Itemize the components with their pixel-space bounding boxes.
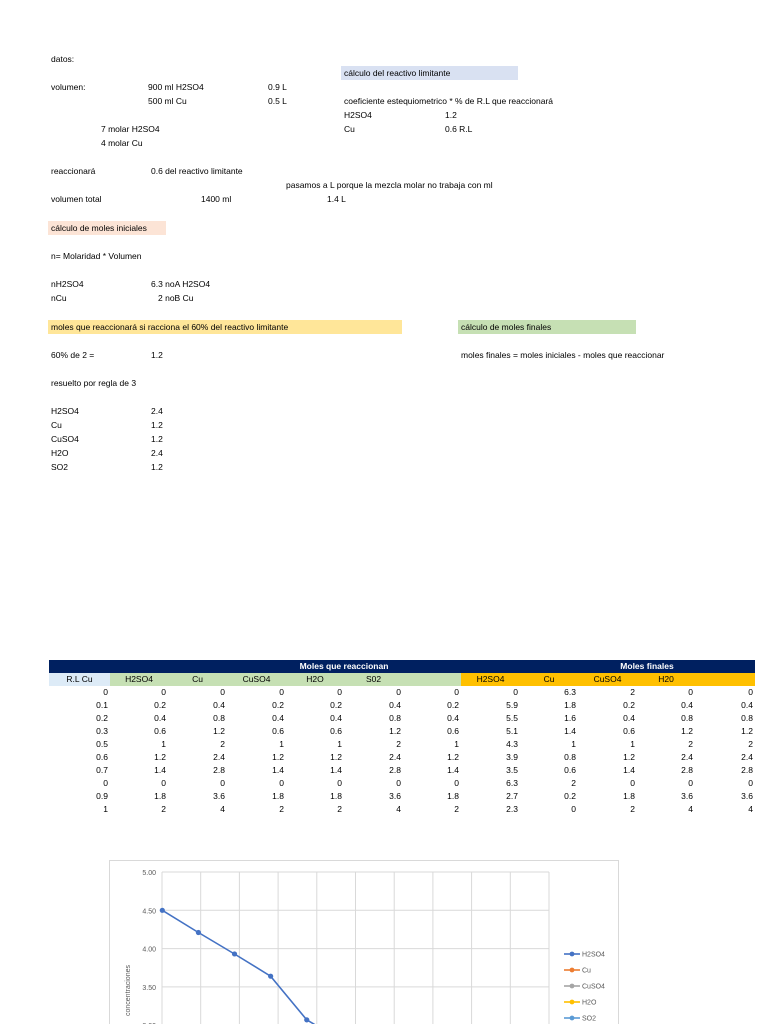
- legend-marker-so2: [570, 1016, 575, 1021]
- legend-label: CuSO4: [582, 983, 605, 991]
- y-tick-label: 4.50: [142, 908, 156, 916]
- data-point-h2so4: [268, 974, 273, 979]
- table-cell: 0: [748, 687, 753, 697]
- header-moles-reaccionan: Moles que reaccionan: [49, 660, 461, 673]
- y-tick-label: 3.50: [142, 984, 156, 992]
- table-cell: 0.8: [213, 713, 225, 723]
- table-cell: 2: [279, 804, 284, 814]
- table-cell: 5.1: [506, 726, 518, 736]
- table-cell: 5.9: [506, 700, 518, 710]
- table-cell: 0.6: [272, 726, 284, 736]
- table-cell: 2.8: [213, 765, 225, 775]
- table-cell: 0.2: [330, 700, 342, 710]
- table-cell: 0.6: [623, 726, 635, 736]
- table-row: [49, 686, 755, 699]
- table-subheader: H2SO4: [461, 673, 520, 686]
- list-item-name: Cu: [51, 420, 62, 430]
- legend-label: H2SO4: [582, 951, 605, 959]
- list-item-val: 1.2: [151, 434, 163, 444]
- legend-label: H2O: [582, 999, 597, 1007]
- table-cell: 0.8: [564, 752, 576, 762]
- table-cell: 1: [630, 739, 635, 749]
- table-cell: 1.4: [564, 726, 576, 736]
- table-subheader: CuSO4: [227, 673, 286, 686]
- coef-cu-val: 0.6 R.L: [445, 124, 473, 134]
- table-cell: 1: [571, 739, 576, 749]
- table-row: [49, 738, 755, 751]
- coef-cu-label: Cu: [344, 124, 355, 134]
- table-cell: 0: [688, 687, 693, 697]
- table-cell: 0.6: [330, 726, 342, 736]
- table-row: [49, 699, 755, 712]
- table-subheader: Cu: [520, 673, 578, 686]
- calc-moles-finales-title: cálculo de moles finales: [461, 322, 552, 332]
- table-cell: 2.4: [741, 752, 753, 762]
- table-cell: 4: [396, 804, 401, 814]
- table-cell: 0: [161, 687, 166, 697]
- table-cell: 2.4: [213, 752, 225, 762]
- table-cell: 2.8: [681, 765, 693, 775]
- y-tick-label: 4.00: [142, 946, 156, 954]
- table-cell: 0.4: [330, 713, 342, 723]
- moles-finales-formula: moles finales = moles iniciales - moles que reaccionar: [461, 350, 665, 360]
- table-cell: 0: [454, 778, 459, 788]
- moles-line-chart: [109, 860, 619, 1024]
- pasamos-text: pasamos a L porque la mezcla molar no trabaja con ml: [286, 180, 493, 190]
- table-cell: 1.8: [330, 791, 342, 801]
- table-cell: 2: [571, 778, 576, 788]
- table-cell: 1.2: [330, 752, 342, 762]
- vol-cu-l: 0.5 L: [268, 96, 287, 106]
- table-cell: 0.6: [96, 752, 108, 762]
- ncu-val: 2 noB Cu: [158, 293, 194, 303]
- table-cell: 0.8: [389, 713, 401, 723]
- table-cell: 1.4: [447, 765, 459, 775]
- table-cell: 1.2: [389, 726, 401, 736]
- table-cell: 4: [748, 804, 753, 814]
- table-cell: 2: [454, 804, 459, 814]
- table-cell: 1.2: [447, 752, 459, 762]
- table-cell: 0: [103, 687, 108, 697]
- table-subheader: H2SO4: [110, 673, 168, 686]
- table-cell: 1.2: [741, 726, 753, 736]
- table-row: [49, 725, 755, 738]
- table-cell: 1.6: [564, 713, 576, 723]
- table-subheader: S02: [344, 673, 403, 686]
- table-row: [49, 712, 755, 725]
- table-cell: 0.4: [681, 700, 693, 710]
- table-cell: 0.6: [154, 726, 166, 736]
- table-cell: 1: [279, 739, 284, 749]
- table-cell: 3.6: [389, 791, 401, 801]
- vol-cu: 500 ml Cu: [148, 96, 187, 106]
- table-cell: 2: [748, 739, 753, 749]
- table-cell: 2: [220, 739, 225, 749]
- reaccionara-label: reaccionará: [51, 166, 96, 176]
- coef-h2so4-label: H2SO4: [344, 110, 372, 120]
- table-cell: 0: [688, 778, 693, 788]
- table-subheader: [695, 673, 755, 686]
- legend-marker-h2o: [570, 1000, 575, 1005]
- table-cell: 2: [396, 739, 401, 749]
- reaccionara-val: 0.6 del reactivo limitante: [151, 166, 243, 176]
- coef-h2so4-val: 1.2: [445, 110, 457, 120]
- table-cell: 0.8: [681, 713, 693, 723]
- table-cell: 4.3: [506, 739, 518, 749]
- table-subheader: CuSO4: [578, 673, 637, 686]
- table-subheader: Cu: [168, 673, 227, 686]
- table-cell: 1.2: [154, 752, 166, 762]
- table-subheader: [403, 673, 461, 686]
- list-item-val: 2.4: [151, 406, 163, 416]
- table-cell: 4: [220, 804, 225, 814]
- table-cell: 0.4: [272, 713, 284, 723]
- data-point-h2so4: [160, 908, 165, 913]
- table-cell: 1.8: [623, 791, 635, 801]
- table-cell: 0: [220, 778, 225, 788]
- table-cell: 0: [279, 687, 284, 697]
- table-cell: 0: [103, 778, 108, 788]
- table-cell: 0.5: [96, 739, 108, 749]
- table-cell: 2.7: [506, 791, 518, 801]
- vol-h2so4: 900 ml H2SO4: [148, 82, 204, 92]
- sesenta-label: 60% de 2 =: [51, 350, 95, 360]
- header-moles-finales: Moles finales: [461, 660, 755, 673]
- table-cell: 5.5: [506, 713, 518, 723]
- table-cell: 0.6: [564, 765, 576, 775]
- table-cell: 1.2: [681, 726, 693, 736]
- y-tick-label: 5.00: [142, 870, 156, 877]
- legend-marker-cu: [570, 968, 575, 973]
- table-cell: 0: [220, 687, 225, 697]
- table-cell: 0.8: [741, 713, 753, 723]
- data-point-h2so4: [196, 930, 201, 935]
- table-cell: 0.4: [447, 713, 459, 723]
- table-cell: 2.4: [681, 752, 693, 762]
- list-item-name: H2O: [51, 448, 69, 458]
- table-cell: 2.3: [506, 804, 518, 814]
- table-cell: 0.9: [96, 791, 108, 801]
- table-cell: 3.5: [506, 765, 518, 775]
- y-axis-label: concentraciones: [125, 965, 132, 1016]
- table-cell: 0: [571, 804, 576, 814]
- legend-marker-cuso4: [570, 984, 575, 989]
- vol-h2so4-l: 0.9 L: [268, 82, 287, 92]
- table-cell: 0: [630, 778, 635, 788]
- table-cell: 0: [337, 778, 342, 788]
- table-cell: 0: [748, 778, 753, 788]
- legend-label: Cu: [582, 967, 591, 975]
- table-cell: 0: [454, 687, 459, 697]
- moles-table: [49, 660, 755, 816]
- list-item-val: 2.4: [151, 448, 163, 458]
- table-cell: 1.2: [213, 726, 225, 736]
- nh2so4-label: nH2SO4: [51, 279, 84, 289]
- table-cell: 6.3: [506, 778, 518, 788]
- data-point-h2so4: [232, 951, 237, 956]
- table-row: [49, 777, 755, 790]
- table-cell: 1.4: [623, 765, 635, 775]
- table-cell: 1.8: [154, 791, 166, 801]
- table-cell: 0: [396, 778, 401, 788]
- table-cell: 4: [688, 804, 693, 814]
- table-cell: 0.2: [564, 791, 576, 801]
- table-cell: 2: [630, 687, 635, 697]
- table-row: [49, 803, 755, 816]
- table-cell: 0.4: [213, 700, 225, 710]
- table-cell: 2.8: [741, 765, 753, 775]
- table-row: [49, 764, 755, 777]
- volumen-total-l: 1.4 L: [327, 194, 346, 204]
- table-cell: 3.6: [213, 791, 225, 801]
- table-cell: 0.4: [623, 713, 635, 723]
- table-cell: 0: [161, 778, 166, 788]
- table-cell: 1: [454, 739, 459, 749]
- table-subheader: H2O: [286, 673, 344, 686]
- table-cell: 1.8: [272, 791, 284, 801]
- table-cell: 0.7: [96, 765, 108, 775]
- volumen-total-ml: 1400 ml: [201, 194, 232, 204]
- table-cell: 1.8: [564, 700, 576, 710]
- volumen-label: volumen:: [51, 82, 86, 92]
- table-cell: 2: [337, 804, 342, 814]
- table-subheader: R.L Cu: [49, 673, 110, 686]
- calc-moles-iniciales-title: cálculo de moles iniciales: [51, 223, 147, 233]
- table-cell: 0.3: [96, 726, 108, 736]
- datos-label: datos:: [51, 54, 75, 64]
- table-cell: 1.2: [623, 752, 635, 762]
- table-cell: 0.2: [96, 713, 108, 723]
- molar-cu: 4 molar Cu: [101, 138, 143, 148]
- table-cell: 0: [279, 778, 284, 788]
- table-cell: 1.8: [447, 791, 459, 801]
- data-point-h2so4: [304, 1017, 309, 1022]
- regla3-text: resuelto por regla de 3: [51, 378, 137, 388]
- sesenta-val: 1.2: [151, 350, 163, 360]
- formula-text: n= Molaridad * Volumen: [51, 251, 142, 261]
- table-cell: 1.2: [272, 752, 284, 762]
- table-cell: 1.4: [154, 765, 166, 775]
- calc-reactivo-title: cálculo del reactivo limitante: [344, 68, 451, 78]
- ncu-label: nCu: [51, 293, 67, 303]
- coeficiente-text: coeficiente estequiometrico * % de R.L que reaccionará: [344, 96, 553, 106]
- list-item-val: 1.2: [151, 462, 163, 472]
- table-cell: 1: [337, 739, 342, 749]
- table-cell: 0.2: [447, 700, 459, 710]
- list-item-val: 1.2: [151, 420, 163, 430]
- table-row: [49, 790, 755, 803]
- volumen-total-label: volumen total: [51, 194, 102, 204]
- table-cell: 3.6: [741, 791, 753, 801]
- table-cell: 2: [161, 804, 166, 814]
- table-cell: 1.4: [330, 765, 342, 775]
- table-cell: 2.4: [389, 752, 401, 762]
- table-cell: 0: [337, 687, 342, 697]
- table-cell: 3.6: [681, 791, 693, 801]
- table-cell: 0.2: [623, 700, 635, 710]
- moles-reaccionara-title: moles que reaccionará si racciona el 60% del reactivo limitante: [51, 322, 289, 332]
- chart-frame: [110, 861, 619, 1024]
- list-item-name: H2SO4: [51, 406, 79, 416]
- table-cell: 2: [630, 804, 635, 814]
- table-cell: 0.4: [741, 700, 753, 710]
- table-row: [49, 751, 755, 764]
- table-cell: 1: [161, 739, 166, 749]
- table-subheader: H20: [637, 673, 695, 686]
- list-item-name: CuSO4: [51, 434, 79, 444]
- table-cell: 6.3: [564, 687, 576, 697]
- table-cell: 0.2: [272, 700, 284, 710]
- table-cell: 1: [103, 804, 108, 814]
- table-cell: 3.9: [506, 752, 518, 762]
- nh2so4-val: 6.3 noA H2SO4: [151, 279, 211, 289]
- list-item-name: SO2: [51, 462, 69, 472]
- table-cell: 1.4: [272, 765, 284, 775]
- table-cell: 0: [513, 687, 518, 697]
- table-cell: 0.4: [389, 700, 401, 710]
- table-cell: 2.8: [389, 765, 401, 775]
- table-cell: 2: [688, 739, 693, 749]
- legend-marker-h2so4: [570, 952, 575, 957]
- table-cell: 0.2: [154, 700, 166, 710]
- molar-h2so4: 7 molar H2SO4: [101, 124, 160, 134]
- table-cell: 0.1: [96, 700, 108, 710]
- table-cell: 0.6: [447, 726, 459, 736]
- table-cell: 0: [396, 687, 401, 697]
- legend-label: SO2: [582, 1015, 597, 1023]
- table-cell: 0.4: [154, 713, 166, 723]
